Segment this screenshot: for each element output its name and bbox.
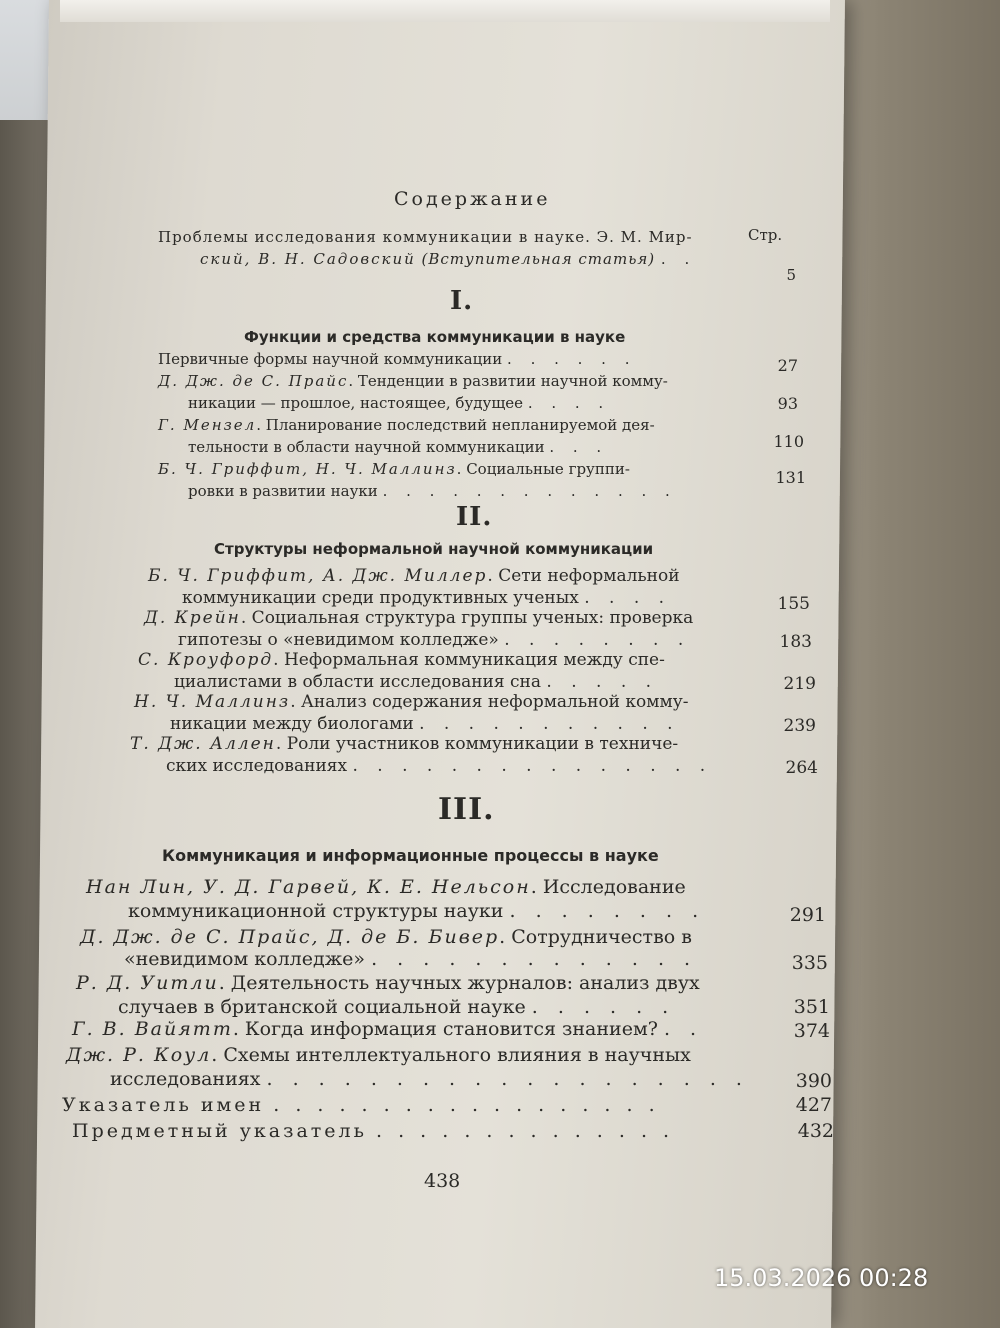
toc-entry-page: 110 <box>773 432 804 451</box>
toc-entry-page: 335 <box>791 952 828 974</box>
toc-entry-line: Б. Ч. Гриффит, А. Дж. Миллер. Сети неформальной <box>148 566 680 586</box>
intro-note: (Вступительная статья) <box>415 250 656 268</box>
toc-entry-line: Д. Дж. де С. Прайс, Д. де Б. Бивер. Сотрудничество в <box>80 926 692 948</box>
subject-index-page: 432 <box>797 1120 834 1142</box>
leader-dots: . . <box>660 250 697 268</box>
toc-entry-line: гипотезы о «невидимом колледже» . . . . . . . . <box>178 630 691 650</box>
toc-entry-line: тельности в области научной коммуникации . . . <box>188 438 609 456</box>
intro-line-1: Проблемы исследования коммуникации в науке. Э. М. Мир- <box>158 228 693 246</box>
toc-entry-line: Б. Ч. Гриффит, Н. Ч. Маллинз. Социальные группи- <box>158 460 630 478</box>
intro-page: 5 <box>786 266 796 284</box>
toc-entry-page: 27 <box>777 356 798 375</box>
toc-entry-line: циалистами в области исследования сна . . . . . <box>174 672 659 692</box>
toc-entry-line: Д. Крейн. Социальная структура группы ученых: проверка <box>144 608 694 628</box>
page-number: 438 <box>424 1170 461 1192</box>
photo-timestamp: 15.03.2026 00:28 <box>714 1264 929 1292</box>
toc-entry-line: С. Кроуфорд. Неформальная коммуникация между спе- <box>138 650 665 670</box>
toc-entry-line: «невидимом колледже» . . . . . . . . . . . . . <box>124 948 698 970</box>
index-names-entry: Указатель имен . . . . . . . . . . . . . . . . . . <box>62 1094 660 1116</box>
toc-entry-page: 239 <box>783 716 816 736</box>
toc-entry-line: Дж. Р. Коул. Схемы интеллектуального влияния в научных <box>66 1044 691 1066</box>
index-names-page: 427 <box>795 1094 832 1116</box>
toc-entry-page: 183 <box>779 632 812 652</box>
section-numeral: I. <box>450 286 474 316</box>
toc-entry-line: Д. Дж. де С. Прайс. Тенденции в развитии научной комму- <box>158 372 668 390</box>
intro-authors: ский, В. Н. Садовский <box>200 250 416 268</box>
toc-entry-page: 131 <box>775 468 806 487</box>
toc-entry-page: 374 <box>793 1020 830 1042</box>
section-title: Структуры неформальной научной коммуникации <box>214 540 654 558</box>
page-column-label: Стр. <box>748 226 783 244</box>
toc-entry-line: Г. В. Вайятт. Когда информация становится знанием? . . <box>72 1018 704 1040</box>
toc-title: Содержание <box>394 188 551 210</box>
page-top-edge <box>60 0 830 22</box>
toc-entry-page: 219 <box>783 674 816 694</box>
toc-entry-page: 264 <box>785 758 818 778</box>
toc-entry-line: исследованиях . . . . . . . . . . . . . . . . . . . <box>110 1068 749 1090</box>
toc-entry-page: 93 <box>777 394 798 413</box>
toc-entry-line: коммуникации среди продуктивных ученых . . . . <box>182 588 672 608</box>
section-numeral: II. <box>456 502 493 532</box>
subject-index-entry: Предметный указатель . . . . . . . . . . . . . . <box>72 1120 675 1142</box>
section-title: Коммуникация и информационные процессы в науке <box>162 846 659 865</box>
toc-entry-line: никации между биологами . . . . . . . . . . . <box>170 714 680 734</box>
toc-entry-page: 351 <box>793 996 830 1018</box>
toc-entry-line: Т. Дж. Аллен. Роли участников коммуникации в техниче- <box>130 734 679 754</box>
toc-entry-line: ровки в развитии науки . . . . . . . . . . . . . <box>188 482 677 500</box>
section-numeral: III. <box>438 792 495 827</box>
toc-entry-line: никации — прошлое, настоящее, будущее . . . . <box>188 394 611 412</box>
intro-line-2 <box>200 250 696 268</box>
toc-entry-line: коммуникационной структуры науки . . . . . . . . <box>128 900 706 922</box>
toc-entry-page: 390 <box>795 1070 832 1092</box>
toc-entry-line: Г. Мензел. Планирование последствий непланируемой дея- <box>158 416 655 434</box>
toc-entry-line: случаев в британской социальной науке . . . . . . <box>118 996 676 1018</box>
toc-entry-line: Р. Д. Уитли. Деятельность научных журналов: анализ двух <box>76 972 700 994</box>
toc-entry-line: ских исследованиях . . . . . . . . . . . . . . . <box>166 756 713 776</box>
toc-entry-line: Н. Ч. Маллинз. Анализ содержания неформальной комму- <box>134 692 689 712</box>
toc-entry-line: Нан Лин, У. Д. Гарвей, К. Е. Нельсон. Исследование <box>86 876 686 898</box>
toc-entry-page: 155 <box>777 594 810 614</box>
section-title: Функции и средства коммуникации в науке <box>244 328 626 346</box>
toc-entry-page: 291 <box>789 904 826 926</box>
toc-entry-line: Первичные формы научной коммуникации . . . . . . <box>158 350 637 368</box>
